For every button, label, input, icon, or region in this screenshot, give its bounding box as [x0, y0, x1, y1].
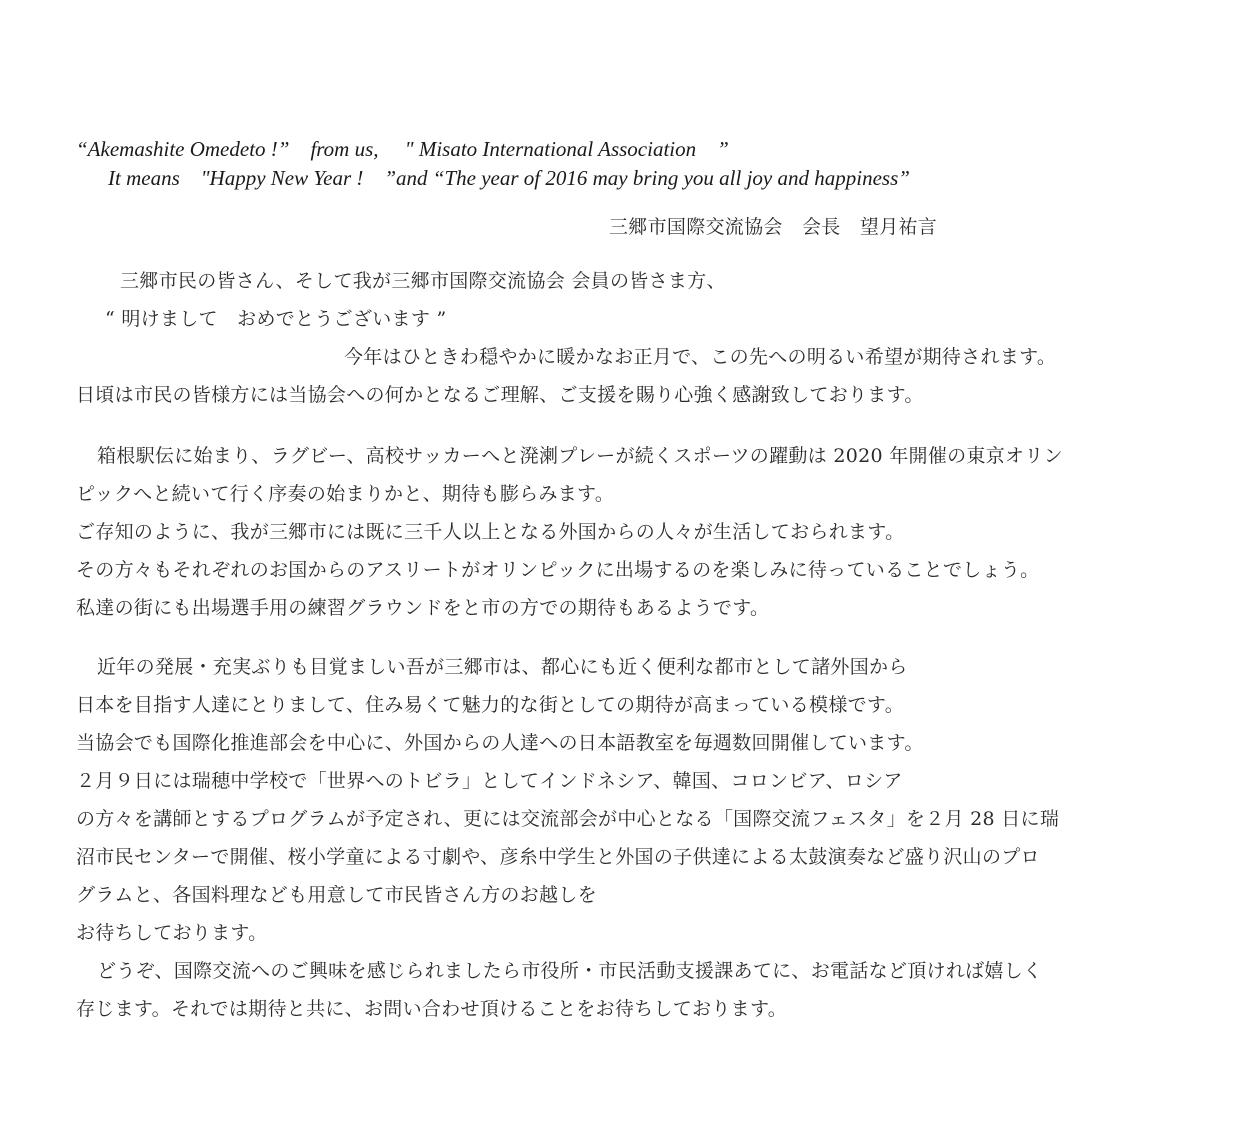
p2-line-3: ご存知のように、我が三郷市には既に三千人以上となる外国からの人々が生活しておられます。 [76, 521, 905, 543]
p1-line-2: “ 明けまして おめでとうございます ” [105, 308, 447, 330]
p2-line-2: ピックへと続いて行く序奏の始まりかと、期待も膨らみます。 [76, 483, 615, 505]
p2-line-5: 私達の街にも出場選手用の練習グラウンドをと市の方での期待もあるようです。 [76, 597, 770, 619]
p2-line-4: その方々もそれぞれのお国からのアスリートがオリンピックに出場するのを楽しみに待っていることでしょう。 [76, 559, 1040, 581]
p3-line-10: 存じます。それでは期待と共に、お問い合わせ頂けることをお待ちしております。 [76, 998, 788, 1020]
p3-line-7: グラムと、各国料理なども用意して市民皆さん方のお越しを [76, 884, 597, 906]
greeting-en-line-1: “Akemashite Omedeto !” from us, " Misato International Association ” [76, 137, 729, 161]
greeting-en-line-2: It means "Happy New Year ! ”and “The year of 2016 may bring you all joy and happiness” [108, 166, 910, 190]
signature: 三郷市国際交流協会 会長 望月祐言 [609, 216, 938, 238]
p3-line-6: 沼市民センターで開催、桜小学童による寸劇や、彦糸中学生と外国の子供達による太鼓演奏など盛り沢山のプロ [76, 846, 1040, 868]
p1-line-1: 三郷市民の皆さん、そして我が三郷市国際交流協会 会員の皆さま方、 [120, 270, 726, 292]
p1-line-3: 今年はひときわ穏やかに暖かなお正月で、この先への明るい希望が期待されます。 [344, 346, 1057, 368]
p1-line-4: 日頃は市民の皆様方には当協会への何かとなるご理解、ご支援を賜り心強く感謝致しております。 [76, 384, 924, 406]
p3-line-1: 近年の発展・充実ぶりも目覚ましい吾が三郷市は、都心にも近く便利な都市として諸外国から [97, 656, 908, 678]
p3-line-8: お待ちしております。 [76, 922, 268, 944]
p3-line-9: どうぞ、国際交流へのご興味を感じられましたら市役所・市民活動支援課あてに、お電話など頂ければ嬉しく [97, 960, 1043, 982]
p3-line-2: 日本を目指す人達にとりまして、住み易くて魅力的な街としての期待が高まっている模様です。 [76, 694, 905, 716]
p3-line-3: 当協会でも国際化推進部会を中心に、外国からの人達への日本語教室を毎週数回開催しています。 [76, 732, 924, 754]
p2-line-1: 箱根駅伝に始まり、ラグビー、高校サッカーへと溌溂プレーが続くスポーツの躍動は 2020 年開催の東京オリン [97, 445, 1063, 467]
p3-line-5: の方々を講師とするプログラムが予定され、更には交流部会が中心となる「国際交流フェスタ」を２月 28 日に瑞 [76, 808, 1060, 830]
p3-line-4: ２月９日には瑞穂中学校で「世界へのトビラ」としてインドネシア、韓国、コロンビア、ロシア [76, 770, 903, 792]
